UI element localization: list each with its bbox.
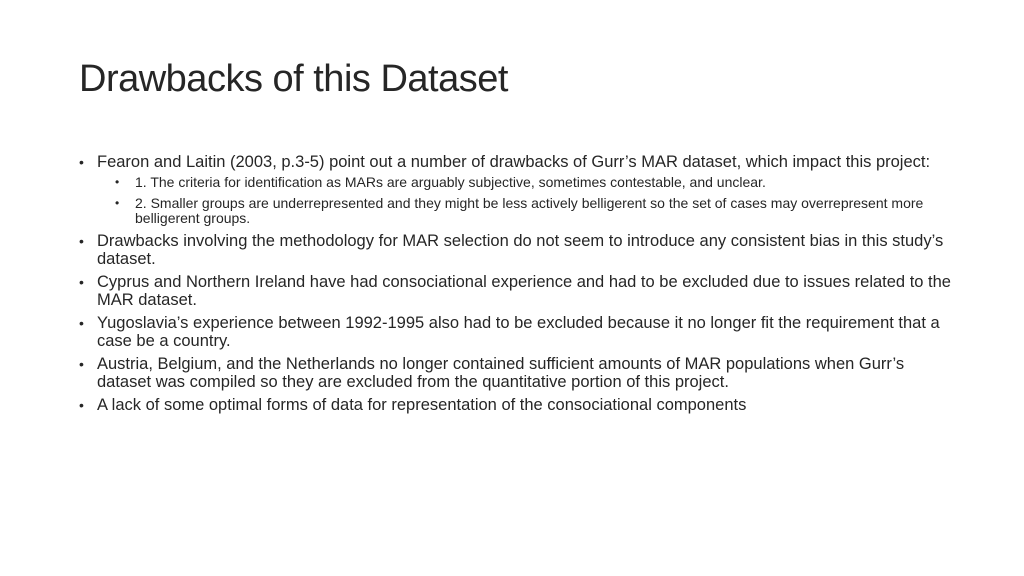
bullet-marker: • bbox=[79, 233, 84, 249]
bullet-item-2 bbox=[79, 232, 959, 268]
bullet-item-5 bbox=[79, 355, 959, 391]
bullet-item-4 bbox=[79, 314, 959, 350]
bullet-text: Yugoslavia’s experience between 1992-1995 also had to be excluded because it no longer fit the requirement that a case be a country. bbox=[97, 314, 940, 350]
sub-bullet-item-1 bbox=[97, 175, 959, 190]
sub-bullet-text: 2. Smaller groups are underrepresented and they might be less actively belligerent so the set of cases may overrepresent more belligerent groups. bbox=[135, 195, 924, 226]
bullet-marker: • bbox=[79, 274, 84, 290]
bullet-text: Austria, Belgium, and the Netherlands no longer contained sufficient amounts of MAR populations when Gurr’s dataset was compiled so they are excluded from the quantitative portion of this project. bbox=[97, 355, 905, 391]
bullet-text: Fearon and Laitin (2003, p.3-5) point out a number of drawbacks of Gurr’s MAR dataset, which impact this project: bbox=[97, 153, 931, 171]
slide-title: Drawbacks of this Dataset bbox=[79, 58, 508, 100]
bullet-text: Cyprus and Northern Ireland have had consociational experience and had to be excluded due to issues related to the MAR dataset. bbox=[97, 273, 951, 309]
sub-bullet-marker: • bbox=[115, 175, 120, 189]
bullet-marker: • bbox=[79, 356, 84, 372]
bullet-item-3 bbox=[79, 273, 959, 309]
slide-content bbox=[79, 153, 959, 419]
sub-bullet-list bbox=[97, 175, 959, 226]
bullet-text: Drawbacks involving the methodology for MAR selection do not seem to introduce any consistent bias in this study’s dataset. bbox=[97, 232, 944, 268]
bullet-text: A lack of some optimal forms of data for representation of the consociational components bbox=[97, 396, 747, 414]
bullet-list bbox=[79, 153, 959, 414]
bullet-marker: • bbox=[79, 397, 84, 413]
sub-bullet-marker: • bbox=[115, 196, 120, 210]
sub-bullet-item-2 bbox=[97, 196, 959, 226]
bullet-item-6 bbox=[79, 396, 959, 414]
bullet-marker: • bbox=[79, 154, 84, 170]
bullet-marker: • bbox=[79, 315, 84, 331]
bullet-item-1 bbox=[79, 153, 959, 226]
sub-bullet-text: 1. The criteria for identification as MARs are arguably subjective, sometimes contestable, and unclear. bbox=[135, 174, 766, 190]
